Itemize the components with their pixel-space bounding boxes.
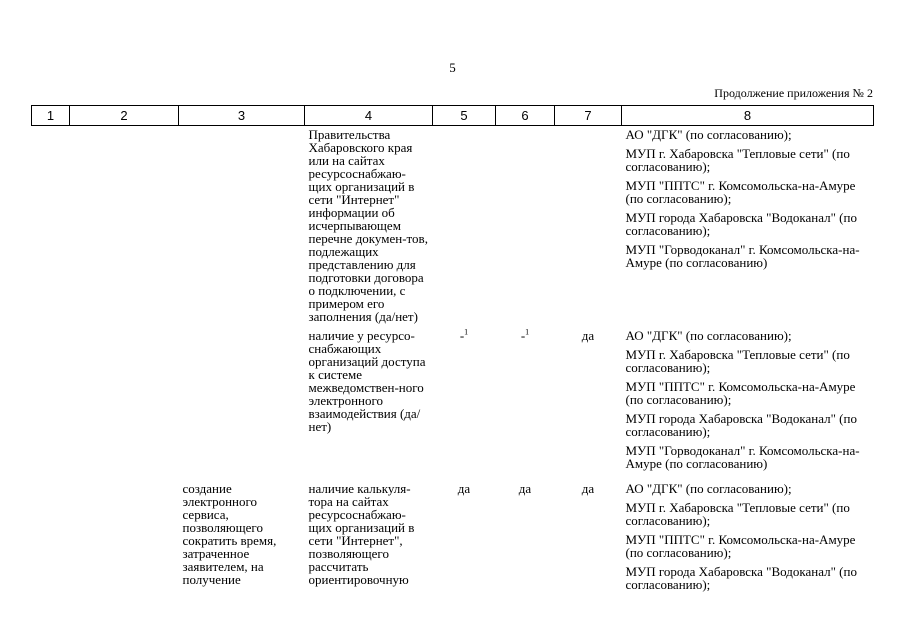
cell-col-3 xyxy=(179,323,305,476)
cell-col-5: да xyxy=(457,481,471,496)
cell-col-3: создание электронного сервиса, позволяющего сократить время, затраченное заявителем, на получение xyxy=(182,481,277,587)
cell-col-4: наличие у ресурсо-снабжающих организаций доступа к системе межведомствен-ного электронного взаимодействия (да/нет) xyxy=(308,328,426,434)
responsible-party: МУП города Хабаровска "Водоканал" (по согласованию); xyxy=(625,411,857,439)
responsible-party: МУП г. Хабаровска "Тепловые сети" (по согласованию); xyxy=(625,347,850,375)
cell-col-6: да xyxy=(518,481,532,496)
cell-col-1 xyxy=(32,126,70,324)
cell-col-5 xyxy=(433,323,496,476)
footnote-mark: 1 xyxy=(525,327,530,337)
table-row xyxy=(32,323,874,476)
responsible-party: МУП города Хабаровска "Водоканал" (по согласованию); xyxy=(625,564,857,592)
cell-col-7: да xyxy=(581,481,595,496)
cell-col-1 xyxy=(32,476,70,597)
cell-col-5 xyxy=(433,126,496,324)
cell-col-8 xyxy=(622,323,874,476)
cell-col-3 xyxy=(179,126,305,324)
cell-col-4: Правительства Хабаровского края или на сайтах ресурсоснабжаю-щих организаций в сети "Интернет" информации об исчерпывающем перечне докумен-тов, подлежащих представлению для подготовки договора о подключении, с примером его заполнения (да/нет) xyxy=(308,127,428,324)
cell-col-4: наличие калькуля-тора на сайтах ресурсоснабжаю-щих организаций в сети "Интернет", позволяющего рассчитать ориентировочную xyxy=(308,481,415,587)
header-col-6: 6 xyxy=(496,106,555,126)
responsible-party: МУП г. Хабаровска "Тепловые сети" (по согласованию); xyxy=(625,500,850,528)
header-col-7: 7 xyxy=(555,106,622,126)
table-row xyxy=(32,476,874,597)
responsible-party: АО "ДГК" (по согласованию); xyxy=(625,127,792,142)
responsible-party: МУП города Хабаровска "Водоканал" (по согласованию); xyxy=(625,210,857,238)
footnote-mark: 1 xyxy=(464,327,469,337)
responsible-party: МУП "ППТС" г. Комсомольска-на-Амуре (по согласованию); xyxy=(625,178,856,206)
responsible-party: МУП "ППТС" г. Комсомольска-на-Амуре (по согласованию); xyxy=(625,379,856,407)
cell-col-6 xyxy=(496,126,555,324)
header-col-1: 1 xyxy=(32,106,70,126)
responsible-party: МУП г. Хабаровска "Тепловые сети" (по согласованию); xyxy=(625,146,850,174)
cell-col-1 xyxy=(32,323,70,476)
responsible-party: АО "ДГК" (по согласованию); xyxy=(625,328,792,343)
responsible-party: АО "ДГК" (по согласованию); xyxy=(625,481,792,496)
header-col-4: 4 xyxy=(305,106,433,126)
cell-col-8 xyxy=(622,476,874,597)
header-col-3: 3 xyxy=(179,106,305,126)
table-row xyxy=(32,126,874,324)
responsible-party: МУП "ППТС" г. Комсомольска-на-Амуре (по согласованию); xyxy=(625,532,856,560)
table-header-row xyxy=(32,106,874,126)
header-col-8: 8 xyxy=(622,106,874,126)
page-number: 5 xyxy=(449,60,456,75)
document-table xyxy=(31,105,874,597)
responsible-party: МУП "Горводоканал" г. Комсомольска-на-Амуре (по согласованию) xyxy=(625,242,860,270)
cell-value: - xyxy=(459,328,465,343)
cell-value: - xyxy=(520,328,526,343)
cell-col-2 xyxy=(70,476,179,597)
responsible-party: МУП "Горводоканал" г. Комсомольска-на-Амуре (по согласованию) xyxy=(625,443,860,471)
cell-col-2 xyxy=(70,126,179,324)
cell-col-2 xyxy=(70,323,179,476)
header-col-2: 2 xyxy=(70,106,179,126)
cell-col-7: да xyxy=(581,328,595,343)
header-col-5: 5 xyxy=(433,106,496,126)
cell-col-7 xyxy=(555,126,622,324)
cell-col-8 xyxy=(622,126,874,324)
cell-col-6 xyxy=(496,323,555,476)
appendix-label: Продолжение приложения № 2 xyxy=(714,86,873,100)
